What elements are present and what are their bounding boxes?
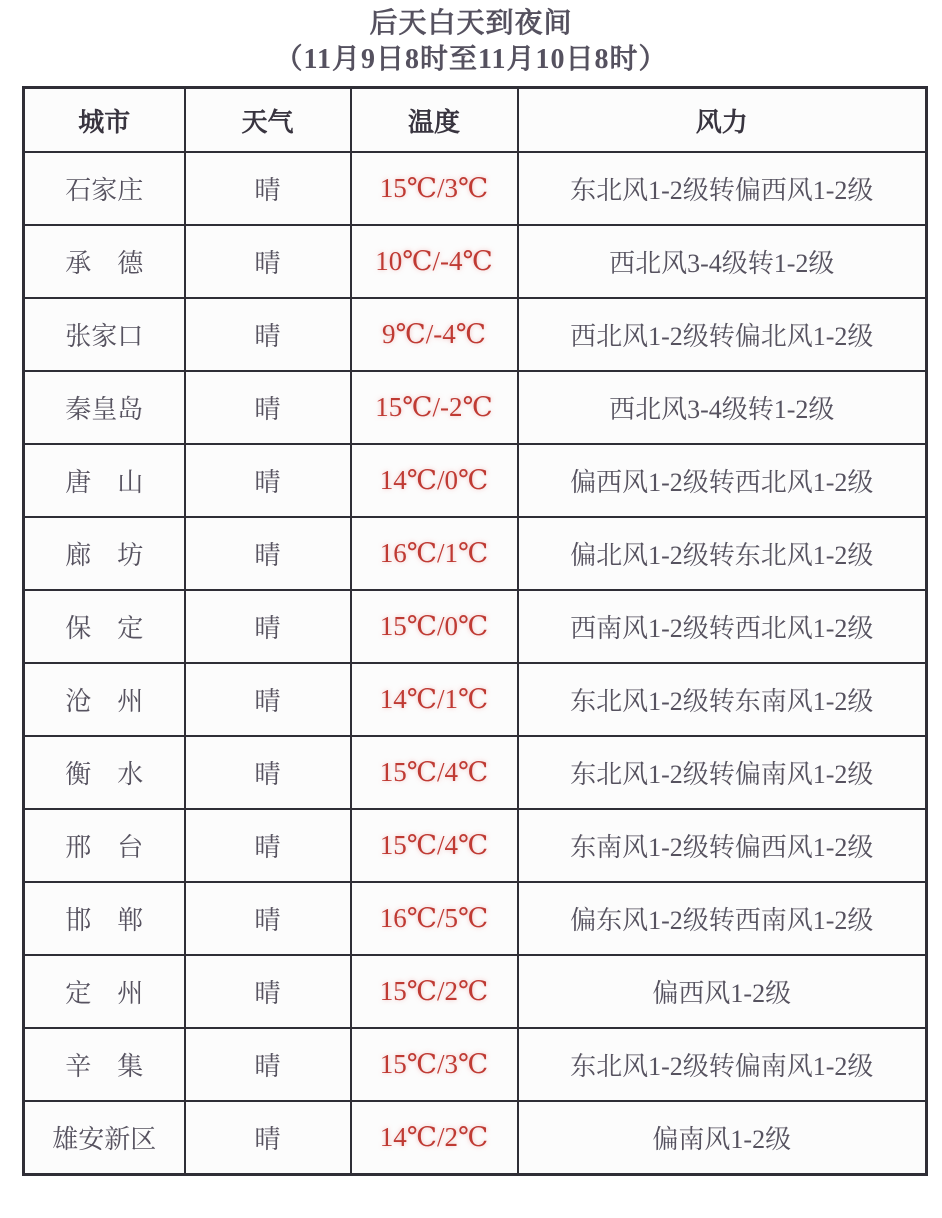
temperature-cell: 15℃/0℃	[351, 590, 518, 663]
page-title	[0, 6, 942, 78]
table-row	[24, 225, 927, 298]
wind-cell: 东北风1-2级转偏南风1-2级	[518, 736, 927, 809]
weather-cell: 晴	[185, 517, 351, 590]
weather-cell: 晴	[185, 1028, 351, 1101]
city-cell: 廊 坊	[24, 517, 185, 590]
column-header-weather: 天气	[185, 88, 351, 153]
table-row	[24, 298, 927, 371]
table-row	[24, 1028, 927, 1101]
temperature-cell: 15℃/-2℃	[351, 371, 518, 444]
wind-cell: 东北风1-2级转东南风1-2级	[518, 663, 927, 736]
weather-cell: 晴	[185, 955, 351, 1028]
weather-cell: 晴	[185, 1101, 351, 1175]
column-header-temperature: 温度	[351, 88, 518, 153]
city-cell: 秦皇岛	[24, 371, 185, 444]
forecast-period-title: 后天白天到夜间	[369, 8, 573, 39]
city-cell: 雄安新区	[24, 1101, 185, 1175]
wind-cell: 东南风1-2级转偏西风1-2级	[518, 809, 927, 882]
table-row	[24, 152, 927, 225]
wind-cell: 西北风3-4级转1-2级	[518, 371, 927, 444]
table-row	[24, 444, 927, 517]
table-body	[24, 152, 927, 1175]
temperature-cell: 14℃/0℃	[351, 444, 518, 517]
temperature-cell: 14℃/2℃	[351, 1101, 518, 1175]
city-cell: 邯 郸	[24, 882, 185, 955]
table-header	[24, 88, 927, 153]
city-cell: 沧 州	[24, 663, 185, 736]
wind-cell: 偏东风1-2级转西南风1-2级	[518, 882, 927, 955]
city-cell: 定 州	[24, 955, 185, 1028]
forecast-period-dates: （11月9日8时至11月10日8时）	[274, 44, 668, 75]
city-cell: 唐 山	[24, 444, 185, 517]
wind-cell: 偏西风1-2级	[518, 955, 927, 1028]
temperature-cell: 15℃/4℃	[351, 736, 518, 809]
wind-cell: 西南风1-2级转西北风1-2级	[518, 590, 927, 663]
table-row	[24, 1101, 927, 1175]
weather-cell: 晴	[185, 882, 351, 955]
weather-cell: 晴	[185, 371, 351, 444]
temperature-cell: 16℃/1℃	[351, 517, 518, 590]
city-cell: 保 定	[24, 590, 185, 663]
weather-cell: 晴	[185, 590, 351, 663]
weather-cell: 晴	[185, 298, 351, 371]
city-cell: 石家庄	[24, 152, 185, 225]
weather-cell: 晴	[185, 152, 351, 225]
table-row	[24, 663, 927, 736]
weather-cell: 晴	[185, 225, 351, 298]
column-header-city: 城市	[24, 88, 185, 153]
temperature-cell: 10℃/-4℃	[351, 225, 518, 298]
wind-cell: 东北风1-2级转偏南风1-2级	[518, 1028, 927, 1101]
weather-forecast-table	[22, 86, 928, 1176]
temperature-cell: 15℃/3℃	[351, 1028, 518, 1101]
wind-cell: 西北风3-4级转1-2级	[518, 225, 927, 298]
weather-cell: 晴	[185, 663, 351, 736]
wind-cell: 偏南风1-2级	[518, 1101, 927, 1175]
weather-cell: 晴	[185, 809, 351, 882]
table-row	[24, 809, 927, 882]
city-cell: 衡 水	[24, 736, 185, 809]
city-cell: 承 德	[24, 225, 185, 298]
city-cell: 辛 集	[24, 1028, 185, 1101]
wind-cell: 西北风1-2级转偏北风1-2级	[518, 298, 927, 371]
temperature-cell: 15℃/3℃	[351, 152, 518, 225]
temperature-cell: 9℃/-4℃	[351, 298, 518, 371]
table-row	[24, 371, 927, 444]
table-row	[24, 882, 927, 955]
weather-cell: 晴	[185, 444, 351, 517]
temperature-cell: 14℃/1℃	[351, 663, 518, 736]
table-row	[24, 955, 927, 1028]
weather-cell: 晴	[185, 736, 351, 809]
table-row	[24, 736, 927, 809]
city-cell: 张家口	[24, 298, 185, 371]
table-row	[24, 590, 927, 663]
temperature-cell: 15℃/4℃	[351, 809, 518, 882]
wind-cell: 偏西风1-2级转西北风1-2级	[518, 444, 927, 517]
table-row	[24, 517, 927, 590]
temperature-cell: 15℃/2℃	[351, 955, 518, 1028]
column-header-wind: 风力	[518, 88, 927, 153]
wind-cell: 东北风1-2级转偏西风1-2级	[518, 152, 927, 225]
temperature-cell: 16℃/5℃	[351, 882, 518, 955]
header-row	[24, 88, 927, 153]
city-cell: 邢 台	[24, 809, 185, 882]
wind-cell: 偏北风1-2级转东北风1-2级	[518, 517, 927, 590]
